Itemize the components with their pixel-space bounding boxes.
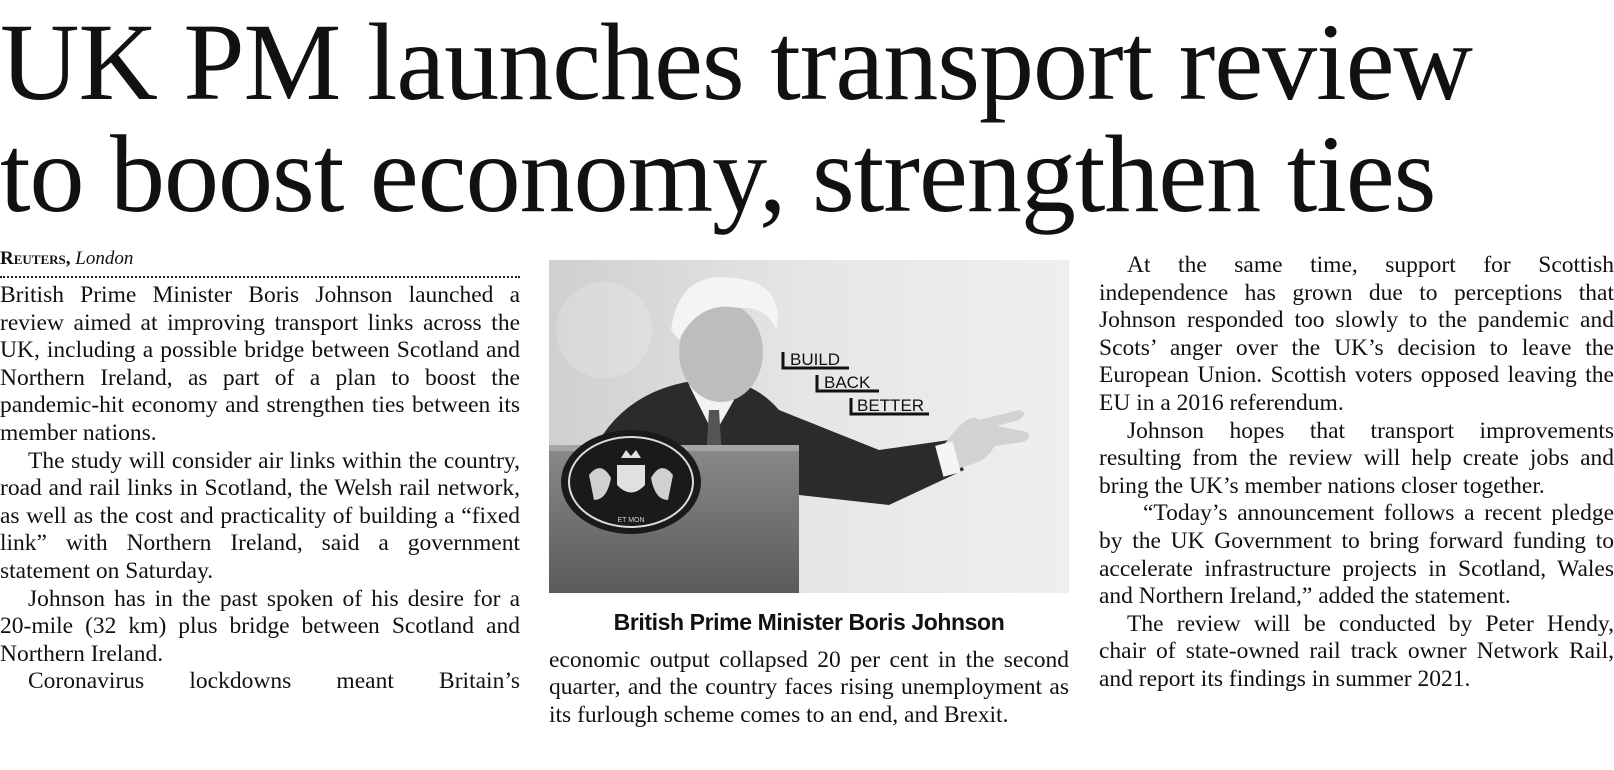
article-column-1 [0, 246, 520, 696]
paragraph: The review will be conducted by Peter Hendy, chair of state-owned rail track owner Network Rail, and report its findings in summer 2021. [1099, 610, 1614, 692]
sign-line-2: BACK [824, 373, 871, 392]
article-column-3 [1099, 252, 1614, 694]
headline [0, 1, 1614, 235]
background-crest [556, 282, 652, 378]
byline-place: London [75, 248, 134, 269]
paragraph: economic output collapsed 20 per cent in the second quarter, and the country faces rising unemployment as its furlough scheme comes to an end, and Brexit. [549, 646, 1069, 728]
paragraph: Johnson has in the past spoken of his desire for a 20-mile (32 km) plus bridge between Scotland and Northern Ireland. [0, 585, 520, 667]
headline-line-1: UK PM launches transport review [0, 1, 1472, 123]
byline [0, 246, 520, 278]
paragraph: At the same time, support for Scottish independence has grown due to perceptions that Johnson responded too slowly to the pandemic and Scots’ anger over the UK’s decision to leave the European Union. Scottish voters opposed leaving the EU in a 2016 referendum. [1099, 252, 1614, 416]
seal-text: ET MON [617, 517, 645, 524]
paragraph: “Today’s announcement follows a recent pledge by the UK Government to bring forward funding to accelerate infrastructure projects in Scotland, Wales and Northern Ireland,” added the statement. [1099, 500, 1614, 610]
paragraph: Coronavirus lockdowns meant Britain’s [28, 668, 520, 695]
sign-line-1: BUILD [790, 350, 841, 369]
photo-caption: British Prime Minister Boris Johnson [613, 609, 1005, 635]
sign-line-3: BETTER [857, 396, 925, 415]
news-photo [549, 260, 1069, 593]
paragraph: British Prime Minister Boris Johnson launched a review aimed at improving transport links across the UK, including a possible bridge between Scotland and Northern Ireland, as part of a plan to boost the pandemic-hit economy and strengthen ties between its member nations. [0, 282, 520, 446]
headline-line-2: to boost economy, strengthen ties [0, 113, 1436, 235]
paragraph: Johnson hopes that transport improvements resulting from the review will help create jobs and bring the UK’s member nations closer together. [1099, 417, 1614, 499]
photo-illustration [549, 260, 1069, 593]
byline-agency: Reuters, [0, 248, 71, 269]
article-column-2 [549, 260, 1069, 729]
paragraph: The study will consider air links within the country, road and rail links in Scotland, the Welsh rail network, as well as the cost and practicality of building a “fixed link” with Northern Ireland, said a government statement on Saturday. [0, 447, 520, 584]
